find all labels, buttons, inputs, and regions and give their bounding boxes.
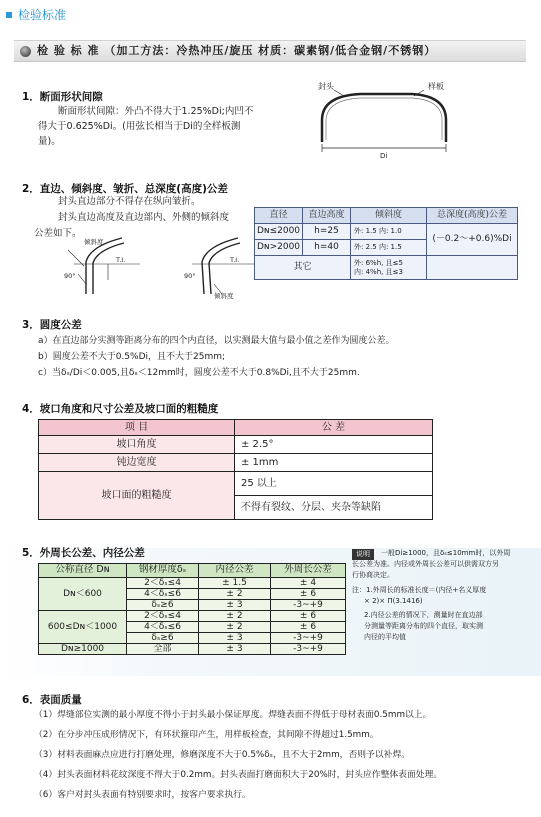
s1-line-2: 得大于0.625%Di。(用弦长相当于Di的全样板测 [38,121,241,132]
t5-cell: ± 2 [199,589,271,600]
s5-heading: 5．外周长公差、内径公差 [22,547,145,559]
t2-r3-slope [351,256,427,280]
page-title: 检验标准 [18,7,67,22]
s2-line-2: 封头直边高度及直边部内、外侧的倾斜度 [58,212,230,223]
label-slope-left: 倾斜度 [84,238,104,246]
s2-heading: 2．直边、倾斜度、皱折、总深度(高度)公差 [22,183,228,195]
t4-r3-tol-a: 25 以上 [235,472,433,496]
t2-r3-slope-a: 外: 6%h, 且≤5 [354,259,403,268]
note-line-6: 2.内径公差的情况下，测量时在直边部 [364,611,483,619]
t5-header-outer: 外周长公差 [271,564,346,578]
t5-cell: -3~+9 [271,600,346,611]
t5-cell: ± 3 [199,600,271,611]
t2-header-diameter: 直径 [255,208,303,224]
t5-cell: δₛ≥6 [127,600,199,611]
s3-heading: 3．圆度公差 [22,319,82,331]
t2-total-tolerance: (－0.2～+0.6)%Di [427,224,518,256]
note-line-4: 注：1.外周长的标准长度＝(内径+名义厚度 [352,586,487,594]
t5-g1-range: Dɴ＜600 [39,578,127,611]
t5-g2-range: 600≤Dɴ＜1000 [39,611,127,644]
t5-cell: 全部 [127,644,199,655]
s6-item-3: （3）材料表面麻点应进行打磨处理，修磨深度不大于0.5%δₛ，且不大于2mm，否则予以补焊。 [34,750,411,760]
note-line-3: 行协商决定。 [352,571,394,579]
label-head: 封头 [318,82,334,91]
page-header [6,6,66,24]
note-line-1: 一般Di≥1000，且δₛ≤10mm时，以外周 [381,549,511,557]
s3-item-b: b）圆度公差不大于0.5%Di，且不大于25mm; [38,352,226,362]
label-slope-right: 倾斜度 [214,292,234,300]
label-ti-left: T.I. [116,256,126,264]
s2-line-3: 公差如下。 [34,228,82,239]
t2-r2-diameter: Dɴ>2000 [255,240,303,256]
t2-r1-slope: 外: 1.5 内: 1.0 [351,224,427,240]
t5-header-inner: 内径公差 [199,564,271,578]
t2-r2-slope: 外: 2.5 内: 1.5 [351,240,427,256]
s6-item-2: （2）在分步冲压成形情况下，有环状箍印产生，用样板检查，其间隙不得超过1.5mm。 [34,730,379,740]
label-ti-right: T.I. [230,256,240,264]
t5-cell: ± 6 [271,622,346,633]
t5-cell: 4＜δₛ≤6 [127,622,199,633]
t5-header-thickness: 钢材厚度δₛ [127,564,199,578]
t2-header-total: 总深度(高度)公差 [427,208,518,224]
t4-header-item: 项 目 [39,420,235,436]
label-angle-right: 90° [184,272,196,280]
section-title-bar [14,40,526,62]
t5-cell: δₛ≥6 [127,633,199,644]
s6-heading: 6．表面质量 [22,694,82,706]
t2-header-height: 直边高度 [303,208,351,224]
t4-r3-tol-b: 不得有裂纹、分层、夹杂等缺陷 [235,496,433,520]
t4-r2-tol: ± 1mm [235,454,433,472]
t5-cell: 2＜δₛ≤4 [127,611,199,622]
t4-r1-tol: ± 2.5° [235,436,433,454]
t5-cell: ± 1.5 [199,578,271,589]
t2-r2-height: h=40 [303,240,351,256]
s1-heading: 1．断面形状间隙 [22,91,103,103]
t2-header-slope: 倾斜度 [351,208,427,224]
circle-bullet-icon [20,46,31,57]
t5-cell: ± 2 [199,611,271,622]
s4-heading: 4．坡口角度和尺寸公差及坡口面的粗糙度 [22,403,219,415]
bullet-square-icon [6,12,12,18]
label-angle-left: 90° [64,272,76,280]
label-di: Di [380,152,388,160]
note-line-7: 分测量等距离分布的四个直径，取实测 [364,622,483,630]
s3-item-c: c）当δₛ/Di＜0.005,且δₛ＜12mm时，圆度公差不大于0.8%Di,且不大于25mm. [38,368,360,378]
t5-cell: ± 6 [271,589,346,600]
note-line-5: × 2)× Π(3.1416) [364,597,423,605]
s1-line-1: 断面形状间隙：外凸不得大于1.25%Di;内凹不 [58,106,254,117]
t5-cell: ± 3 [199,633,271,644]
t2-r3-diameter: 其它 [255,256,351,280]
straight-edge-table [254,207,518,280]
s3-item-a: a）在直边部分实测等距离分布的四个内直径，以实测最大值与最小值之差作为圆度公差。 [38,336,395,346]
straight-edge-diagram [64,232,254,300]
t2-r3-slope-b: 内: 4%h, 且≤3 [354,267,403,276]
perimeter-table [38,563,346,655]
t5-cell: 4＜δₛ≤6 [127,589,199,600]
bevel-table [38,419,433,520]
label-template: 样板 [428,82,444,91]
note-line-2: 长公差为准。内径或外周长公差可以供需双方另 [352,560,499,568]
s1-line-3: 量)。 [38,136,61,147]
t5-header-dn: 公称直径 Dɴ [39,564,127,578]
t5-cell: ± 6 [271,611,346,622]
t2-r3-empty [427,256,518,280]
t5-cell: ± 2 [199,622,271,633]
s6-item-1: （1）焊缝部位实测的最小厚度不得小于封头最小保证厚度。焊缝表面不得低于母材表面0.5mm以上。 [34,710,432,720]
t4-r3-item: 坡口面的粗糙度 [39,472,235,520]
t5-g3-range: Dɴ≥1000 [39,644,127,655]
t5-cell: ± 4 [271,578,346,589]
head-profile-diagram [300,80,480,160]
t5-cell: 2＜δₛ≤4 [127,578,199,589]
s6-item-4: （4）封头表面材料花纹深度不得大于0.2mm。封头表面打磨面积大于20%时，封头应作整体表面处理。 [34,770,443,780]
t4-r1-item: 坡口角度 [39,436,235,454]
t4-header-tol: 公 差 [235,420,433,436]
note-badge: 说明 [352,549,374,560]
t5-cell: -3~+9 [271,644,346,655]
t5-cell: -3~+9 [271,633,346,644]
t2-r1-diameter: Dɴ≤2000 [255,224,303,240]
t5-cell: ± 3 [199,644,271,655]
t4-r2-item: 钝边宽度 [39,454,235,472]
s2-line-1: 封头直边部分不得存在纵向皱折。 [58,196,201,207]
section-title: 检 验 标 准 （加工方法：冷热冲压/旋压 材质：碳素钢/低合金钢/不锈钢） [37,43,437,57]
note-line-8: 内径的平均值 [364,633,406,641]
t2-r1-height: h=25 [303,224,351,240]
s6-item-6: （6）客户对封头表面有特别要求时，按客户要求执行。 [34,790,251,800]
